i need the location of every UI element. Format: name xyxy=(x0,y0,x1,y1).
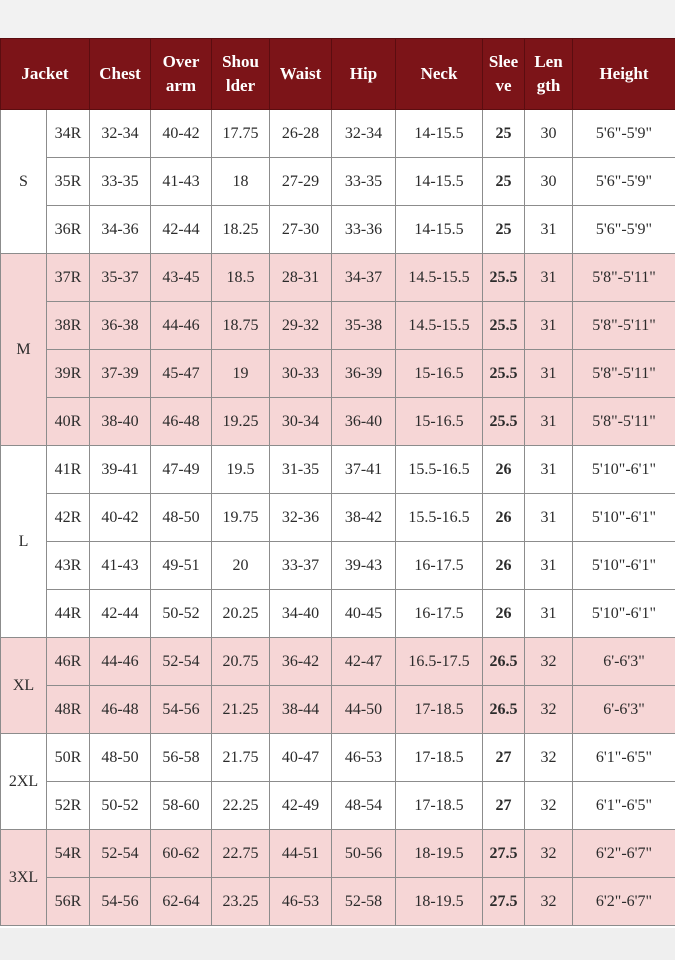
cell-over-arm: 43-45 xyxy=(151,254,212,302)
cell-length: 31 xyxy=(525,350,573,398)
table-row xyxy=(1,542,675,590)
cell-chest: 54-56 xyxy=(90,878,151,926)
cell-waist: 28-31 xyxy=(270,254,332,302)
cell-chest: 38-40 xyxy=(90,398,151,446)
header-sleeve: Slee ve xyxy=(483,39,525,110)
size-group-label: L xyxy=(1,446,47,638)
cell-waist: 27-29 xyxy=(270,158,332,206)
cell-sleeve: 27.5 xyxy=(483,830,525,878)
cell-neck: 15-16.5 xyxy=(396,350,483,398)
cell-sleeve: 27 xyxy=(483,734,525,782)
cell-jacket: 35R xyxy=(47,158,90,206)
cell-waist: 33-37 xyxy=(270,542,332,590)
cell-hip: 46-53 xyxy=(332,734,396,782)
header-hip: Hip xyxy=(332,39,396,110)
table-row xyxy=(1,302,675,350)
header-neck: Neck xyxy=(396,39,483,110)
cell-jacket: 40R xyxy=(47,398,90,446)
table-row xyxy=(1,590,675,638)
cell-height: 6'2"-6'7" xyxy=(573,878,675,926)
size-chart xyxy=(0,38,675,928)
cell-length: 32 xyxy=(525,638,573,686)
cell-over-arm: 62-64 xyxy=(151,878,212,926)
cell-chest: 33-35 xyxy=(90,158,151,206)
bottom-margin xyxy=(0,928,675,960)
table-row xyxy=(1,782,675,830)
cell-shoulder: 19 xyxy=(212,350,270,398)
cell-over-arm: 45-47 xyxy=(151,350,212,398)
cell-hip: 33-36 xyxy=(332,206,396,254)
cell-shoulder: 20 xyxy=(212,542,270,590)
cell-sleeve: 25 xyxy=(483,110,525,158)
cell-shoulder: 20.75 xyxy=(212,638,270,686)
cell-neck: 17-18.5 xyxy=(396,782,483,830)
cell-over-arm: 47-49 xyxy=(151,446,212,494)
cell-hip: 44-50 xyxy=(332,686,396,734)
cell-over-arm: 56-58 xyxy=(151,734,212,782)
cell-length: 31 xyxy=(525,254,573,302)
cell-chest: 52-54 xyxy=(90,830,151,878)
table-row xyxy=(1,638,675,686)
cell-over-arm: 60-62 xyxy=(151,830,212,878)
cell-shoulder: 19.5 xyxy=(212,446,270,494)
cell-neck: 14.5-15.5 xyxy=(396,302,483,350)
cell-hip: 40-45 xyxy=(332,590,396,638)
cell-chest: 46-48 xyxy=(90,686,151,734)
table-row xyxy=(1,878,675,926)
size-group-label: 2XL xyxy=(1,734,47,830)
table-row xyxy=(1,350,675,398)
cell-hip: 36-40 xyxy=(332,398,396,446)
cell-shoulder: 21.75 xyxy=(212,734,270,782)
cell-over-arm: 44-46 xyxy=(151,302,212,350)
size-group-label: XL xyxy=(1,638,47,734)
table-row xyxy=(1,254,675,302)
cell-hip: 39-43 xyxy=(332,542,396,590)
cell-over-arm: 49-51 xyxy=(151,542,212,590)
cell-jacket: 44R xyxy=(47,590,90,638)
table-row xyxy=(1,158,675,206)
cell-length: 31 xyxy=(525,542,573,590)
cell-length: 31 xyxy=(525,398,573,446)
cell-length: 31 xyxy=(525,446,573,494)
cell-neck: 14-15.5 xyxy=(396,206,483,254)
cell-height: 5'6"-5'9" xyxy=(573,206,675,254)
cell-chest: 50-52 xyxy=(90,782,151,830)
header-waist: Waist xyxy=(270,39,332,110)
cell-neck: 14.5-15.5 xyxy=(396,254,483,302)
cell-neck: 15-16.5 xyxy=(396,398,483,446)
cell-hip: 37-41 xyxy=(332,446,396,494)
cell-neck: 18-19.5 xyxy=(396,878,483,926)
cell-neck: 14-15.5 xyxy=(396,158,483,206)
cell-shoulder: 22.75 xyxy=(212,830,270,878)
cell-shoulder: 19.75 xyxy=(212,494,270,542)
table-row xyxy=(1,494,675,542)
cell-chest: 36-38 xyxy=(90,302,151,350)
cell-hip: 33-35 xyxy=(332,158,396,206)
cell-length: 30 xyxy=(525,110,573,158)
cell-neck: 15.5-16.5 xyxy=(396,494,483,542)
cell-shoulder: 23.25 xyxy=(212,878,270,926)
cell-height: 5'8"-5'11" xyxy=(573,398,675,446)
cell-jacket: 54R xyxy=(47,830,90,878)
cell-neck: 18-19.5 xyxy=(396,830,483,878)
cell-hip: 50-56 xyxy=(332,830,396,878)
cell-jacket: 41R xyxy=(47,446,90,494)
cell-shoulder: 18 xyxy=(212,158,270,206)
cell-length: 32 xyxy=(525,878,573,926)
cell-chest: 48-50 xyxy=(90,734,151,782)
cell-height: 6'1"-6'5" xyxy=(573,734,675,782)
cell-hip: 52-58 xyxy=(332,878,396,926)
cell-waist: 42-49 xyxy=(270,782,332,830)
cell-over-arm: 52-54 xyxy=(151,638,212,686)
cell-sleeve: 26.5 xyxy=(483,686,525,734)
cell-sleeve: 25.5 xyxy=(483,302,525,350)
cell-jacket: 36R xyxy=(47,206,90,254)
cell-neck: 17-18.5 xyxy=(396,734,483,782)
cell-height: 5'6"-5'9" xyxy=(573,158,675,206)
cell-jacket: 52R xyxy=(47,782,90,830)
cell-sleeve: 26 xyxy=(483,542,525,590)
cell-waist: 27-30 xyxy=(270,206,332,254)
cell-chest: 41-43 xyxy=(90,542,151,590)
table-row xyxy=(1,206,675,254)
cell-height: 5'10"-6'1" xyxy=(573,494,675,542)
cell-sleeve: 26 xyxy=(483,494,525,542)
cell-hip: 38-42 xyxy=(332,494,396,542)
cell-neck: 15.5-16.5 xyxy=(396,446,483,494)
cell-sleeve: 26.5 xyxy=(483,638,525,686)
header-row xyxy=(1,39,675,110)
header-shoulder: Shou lder xyxy=(212,39,270,110)
cell-height: 6'1"-6'5" xyxy=(573,782,675,830)
cell-height: 5'8"-5'11" xyxy=(573,254,675,302)
table-row xyxy=(1,830,675,878)
cell-chest: 40-42 xyxy=(90,494,151,542)
cell-jacket: 43R xyxy=(47,542,90,590)
cell-hip: 34-37 xyxy=(332,254,396,302)
table-row xyxy=(1,398,675,446)
cell-over-arm: 41-43 xyxy=(151,158,212,206)
cell-jacket: 48R xyxy=(47,686,90,734)
cell-length: 30 xyxy=(525,158,573,206)
cell-height: 6'-6'3" xyxy=(573,686,675,734)
size-chart-table xyxy=(0,38,675,926)
cell-length: 32 xyxy=(525,734,573,782)
cell-neck: 16.5-17.5 xyxy=(396,638,483,686)
cell-hip: 35-38 xyxy=(332,302,396,350)
cell-shoulder: 18.25 xyxy=(212,206,270,254)
cell-height: 5'10"-6'1" xyxy=(573,446,675,494)
cell-length: 31 xyxy=(525,206,573,254)
header-length: Len gth xyxy=(525,39,573,110)
cell-shoulder: 18.5 xyxy=(212,254,270,302)
cell-jacket: 46R xyxy=(47,638,90,686)
cell-jacket: 34R xyxy=(47,110,90,158)
cell-shoulder: 20.25 xyxy=(212,590,270,638)
cell-sleeve: 26 xyxy=(483,590,525,638)
cell-height: 6'-6'3" xyxy=(573,638,675,686)
cell-jacket: 42R xyxy=(47,494,90,542)
cell-length: 32 xyxy=(525,686,573,734)
table-row xyxy=(1,734,675,782)
cell-sleeve: 25 xyxy=(483,206,525,254)
cell-jacket: 38R xyxy=(47,302,90,350)
cell-hip: 48-54 xyxy=(332,782,396,830)
cell-height: 5'8"-5'11" xyxy=(573,302,675,350)
cell-waist: 44-51 xyxy=(270,830,332,878)
cell-chest: 42-44 xyxy=(90,590,151,638)
cell-waist: 38-44 xyxy=(270,686,332,734)
cell-sleeve: 25.5 xyxy=(483,350,525,398)
cell-waist: 34-40 xyxy=(270,590,332,638)
cell-length: 31 xyxy=(525,302,573,350)
cell-over-arm: 58-60 xyxy=(151,782,212,830)
cell-height: 5'6"-5'9" xyxy=(573,110,675,158)
cell-height: 5'10"-6'1" xyxy=(573,590,675,638)
cell-waist: 30-33 xyxy=(270,350,332,398)
table-row xyxy=(1,446,675,494)
cell-height: 5'10"-6'1" xyxy=(573,542,675,590)
cell-shoulder: 22.25 xyxy=(212,782,270,830)
cell-height: 5'8"-5'11" xyxy=(573,350,675,398)
cell-height: 6'2"-6'7" xyxy=(573,830,675,878)
cell-chest: 34-36 xyxy=(90,206,151,254)
cell-over-arm: 46-48 xyxy=(151,398,212,446)
cell-sleeve: 26 xyxy=(483,446,525,494)
cell-chest: 44-46 xyxy=(90,638,151,686)
cell-waist: 46-53 xyxy=(270,878,332,926)
header-chest: Chest xyxy=(90,39,151,110)
cell-jacket: 56R xyxy=(47,878,90,926)
table-row xyxy=(1,110,675,158)
cell-shoulder: 19.25 xyxy=(212,398,270,446)
table-row xyxy=(1,686,675,734)
cell-sleeve: 27 xyxy=(483,782,525,830)
cell-over-arm: 40-42 xyxy=(151,110,212,158)
cell-jacket: 50R xyxy=(47,734,90,782)
size-group-label: S xyxy=(1,110,47,254)
cell-length: 31 xyxy=(525,590,573,638)
cell-neck: 16-17.5 xyxy=(396,542,483,590)
cell-neck: 14-15.5 xyxy=(396,110,483,158)
cell-waist: 26-28 xyxy=(270,110,332,158)
cell-shoulder: 21.25 xyxy=(212,686,270,734)
cell-waist: 29-32 xyxy=(270,302,332,350)
cell-chest: 35-37 xyxy=(90,254,151,302)
cell-chest: 32-34 xyxy=(90,110,151,158)
cell-length: 31 xyxy=(525,494,573,542)
cell-hip: 32-34 xyxy=(332,110,396,158)
cell-sleeve: 25.5 xyxy=(483,398,525,446)
cell-hip: 42-47 xyxy=(332,638,396,686)
cell-waist: 36-42 xyxy=(270,638,332,686)
cell-waist: 40-47 xyxy=(270,734,332,782)
cell-length: 32 xyxy=(525,782,573,830)
size-group-label: M xyxy=(1,254,47,446)
cell-waist: 30-34 xyxy=(270,398,332,446)
cell-jacket: 39R xyxy=(47,350,90,398)
cell-sleeve: 25 xyxy=(483,158,525,206)
header-height: Height xyxy=(573,39,675,110)
cell-over-arm: 54-56 xyxy=(151,686,212,734)
cell-jacket: 37R xyxy=(47,254,90,302)
cell-shoulder: 18.75 xyxy=(212,302,270,350)
cell-neck: 16-17.5 xyxy=(396,590,483,638)
cell-over-arm: 42-44 xyxy=(151,206,212,254)
cell-over-arm: 48-50 xyxy=(151,494,212,542)
cell-hip: 36-39 xyxy=(332,350,396,398)
header-over-arm: Over arm xyxy=(151,39,212,110)
cell-chest: 39-41 xyxy=(90,446,151,494)
size-group-label: 3XL xyxy=(1,830,47,926)
cell-chest: 37-39 xyxy=(90,350,151,398)
cell-length: 32 xyxy=(525,830,573,878)
cell-sleeve: 25.5 xyxy=(483,254,525,302)
cell-sleeve: 27.5 xyxy=(483,878,525,926)
cell-waist: 32-36 xyxy=(270,494,332,542)
cell-over-arm: 50-52 xyxy=(151,590,212,638)
cell-neck: 17-18.5 xyxy=(396,686,483,734)
header-jacket: Jacket xyxy=(1,39,90,110)
cell-shoulder: 17.75 xyxy=(212,110,270,158)
cell-waist: 31-35 xyxy=(270,446,332,494)
size-chart-body xyxy=(1,110,675,926)
